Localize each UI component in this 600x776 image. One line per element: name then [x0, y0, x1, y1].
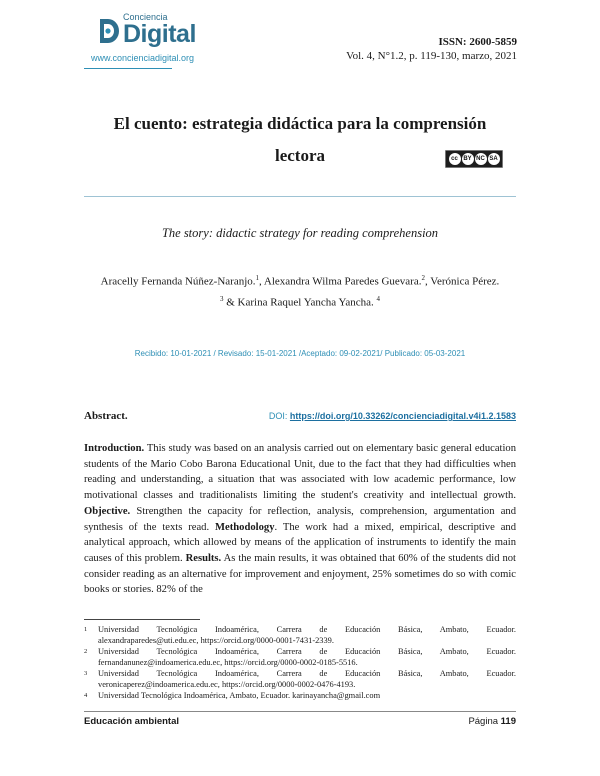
abstract-body [84, 441, 516, 598]
results-label: Results. [185, 552, 222, 564]
by-icon: BY [462, 153, 474, 165]
volume-info: Vol. 4, N°1.2, p. 119-130, marzo, 2021 [346, 50, 517, 62]
header-divider [84, 68, 172, 69]
footnote-1 [84, 624, 516, 646]
journal-logo[interactable] [96, 12, 196, 47]
methodology-text: . The work had a mixed, empirical, descriptive and analytical approach, which allowed by means of the application of instruments to identify the main causes of this problem. [84, 521, 517, 564]
english-title: The story: didactic strategy for reading comprehension [161, 226, 439, 240]
footnote-number: 3 [84, 670, 88, 677]
issn: ISSN: 2600-5859 [438, 36, 517, 48]
footnote-number: 4 [84, 692, 88, 699]
footer-section: Educación ambiental [84, 716, 180, 727]
footnote-number: 2 [84, 648, 88, 655]
author-1: Aracelly Fernanda Núñez-Naranjo. [100, 275, 256, 288]
publication-dates: Recibido: 10-01-2021 / Revisado: 15-01-2021 /Aceptado: 09-02-2021/ Publicado: 05-03-2021 [134, 349, 466, 358]
author-4-affil: 4 [376, 294, 381, 303]
footnote-number: 1 [84, 626, 88, 633]
author-4: & Karina Raquel Yancha Yancha. [223, 296, 377, 309]
intro-label: Introduction. [84, 443, 145, 454]
page-number-value: 119 [500, 716, 516, 727]
footnote-affiliation: Universidad Tecnológica Indoamérica, Carrera de Educación Básica, Ambato, Ecuador. [98, 669, 516, 678]
creative-commons-license-icon[interactable] [445, 150, 503, 168]
footnotes [84, 624, 516, 701]
page-label: Página [468, 716, 501, 727]
author-list [84, 270, 516, 311]
footnote-affiliation: Universidad Tecnológica Indoamérica, Carrera de Educación Básica, Ambato, Ecuador. [98, 625, 516, 634]
results-text: As the main results, it was obtained that 60% of the students did not consider reading as an alternative for improvement and enjoyment, 25% sometimes do so with comic books or stories. 82% of the [84, 552, 516, 596]
logo-main-text: Digital [123, 20, 196, 48]
footnote-affiliation: Universidad Tecnológica Indoamérica, Carrera de Educación Básica, Ambato, Ecuador. [98, 647, 516, 656]
title-line-2: lectora [274, 146, 326, 165]
footnote-contact: veronicaperez@indoamerica.edu.ec, https://orcid.org/0000-0002-0476-4193. [98, 680, 356, 689]
footnote-2 [84, 646, 516, 668]
title-divider [84, 196, 516, 197]
footnote-divider [84, 619, 200, 620]
sa-icon: SA [488, 153, 500, 165]
abstract-heading: Abstract. [84, 410, 128, 422]
objective-label: Objective. [84, 505, 131, 517]
author-2-affil: 2 [421, 274, 425, 282]
footnote-3 [84, 668, 516, 690]
nc-icon: NC [475, 153, 487, 165]
footnote-4 [84, 690, 516, 701]
site-url-link[interactable]: www.concienciadigital.org [91, 53, 195, 63]
author-3-affil: 3 [219, 294, 224, 303]
cc-icon: cc [449, 153, 461, 165]
title-line-1: El cuento: estrategia didáctica para la comprensión [113, 114, 487, 133]
footnote-contact: alexandraparedes@uti.edu.ec, https://orcid.org/0000-0001-7431-2339. [98, 636, 334, 645]
logo-mark-icon [96, 15, 120, 47]
footnote-affiliation: Universidad Tecnológica Indoamérica, Ambato, Ecuador. karinayancha@gmail.com [98, 691, 381, 700]
author-2: , Alexandra Wilma Paredes Guevara. [259, 275, 422, 288]
doi-prefix: DOI: [268, 411, 290, 421]
author-3: , Verónica Pérez. [424, 275, 500, 288]
logo-top-text: Conciencia [123, 12, 168, 22]
author-1-affil: 1 [255, 274, 260, 282]
intro-text: This study was based on an analysis carried out on elementary basic general education students of the Mario Cobo Barona Educational Unit, due to the fact that they had difficulties when reading and understanding, a situation that was associated with low academic performance, low motivational classes and traditionalists limiting the student's creativity and intellectual growth. [84, 443, 516, 502]
doi-link[interactable]: https://doi.org/10.33262/concienciadigital.v4i1.2.1583 [289, 411, 516, 421]
objective-text: Strengthen the capacity for reflection, analysis, comprehension, argumentation and synthesis of the texts read. [84, 505, 516, 533]
doi [269, 411, 516, 421]
methodology-label: Methodology [215, 521, 275, 533]
footnote-contact: fernandanunez@indoamerica.edu.ec, https://orcid.org/0000-0002-0185-5516. [98, 658, 358, 667]
footer-divider [84, 711, 516, 712]
page-number [468, 716, 516, 727]
